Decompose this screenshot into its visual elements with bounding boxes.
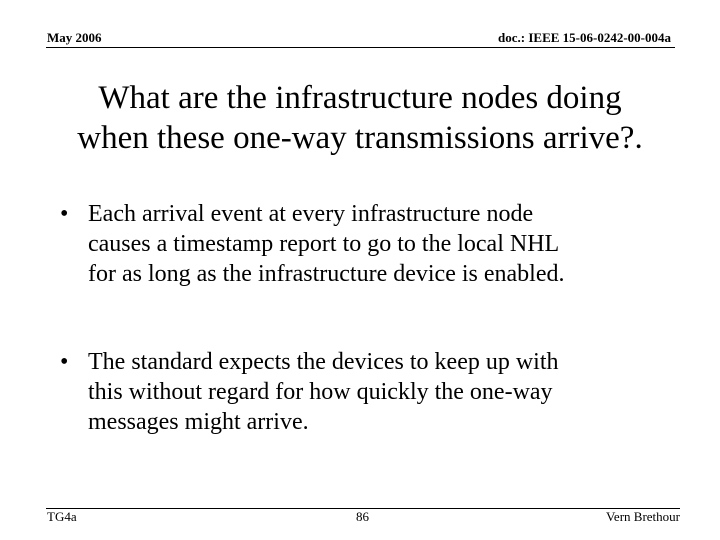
bullet-text-line: Each arrival event at every infrastructure node: [88, 201, 534, 227]
slide-title: [40, 78, 680, 158]
slide-title-line-1: What are the infrastructure nodes doing: [98, 80, 622, 116]
bullet-text-line: for as long as the infrastructure device is enabled.: [88, 261, 565, 287]
bullet-text-line: this without regard for how quickly the one-way: [88, 379, 553, 405]
footer-author: Vern Brethour: [605, 509, 680, 524]
header-divider: [46, 47, 675, 48]
footer-group: TG4a: [47, 509, 77, 524]
header-date: May 2006: [47, 30, 102, 45]
bullet-point-icon: •: [60, 349, 69, 375]
bullet-text: [88, 199, 680, 289]
bullet-point-icon: •: [60, 201, 69, 227]
bullet-text-line: messages might arrive.: [88, 409, 309, 435]
bullet-text: [88, 347, 680, 437]
footer-page-number: 86: [356, 509, 369, 524]
slide-title-line-2: when these one-way transmissions arrive?.: [77, 120, 643, 156]
bullet-text-line: causes a timestamp report to go to the local NHL: [88, 231, 560, 257]
bullet-text-line: The standard expects the devices to keep up with: [88, 349, 559, 375]
header-doc-id: doc.: IEEE 15-06-0242-00-004a: [498, 30, 671, 45]
